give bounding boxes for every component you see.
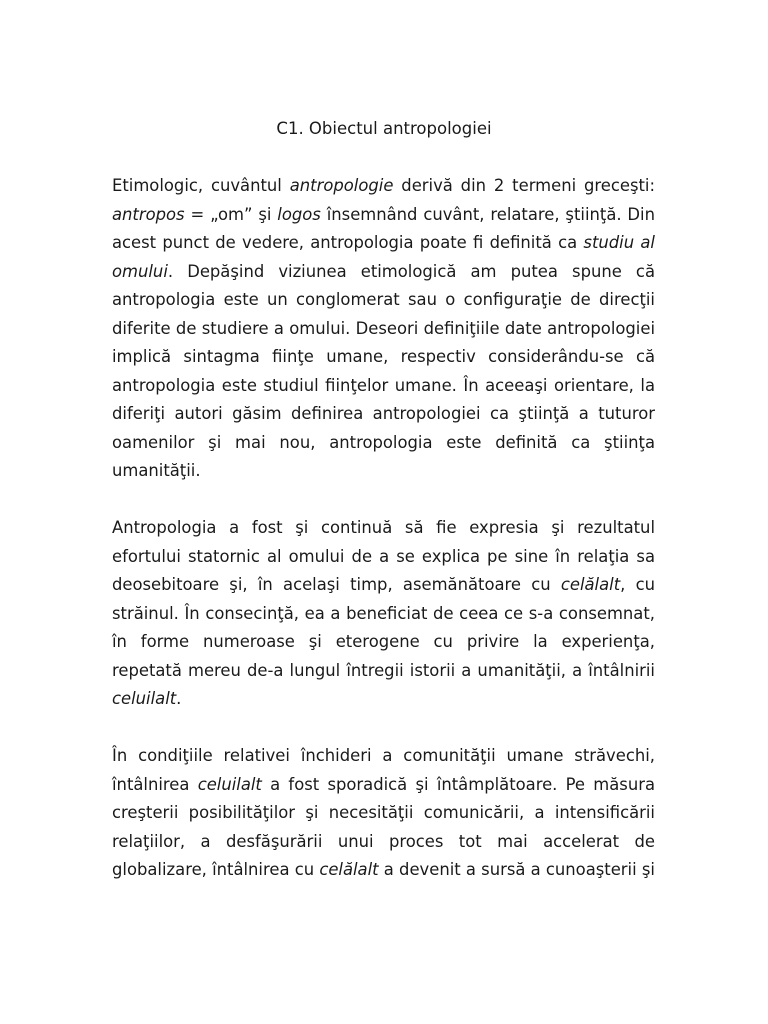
- paragraph-1: [112, 172, 655, 486]
- italic-term: celuilalt: [112, 689, 177, 708]
- text-run: Antropologia a fost şi continuă să fie expresia şi rezultatul efortului statornic al omului de a se explica pe sine în relaţia sa deosebitoare şi, în acelaşi timp, asemănătoare cu: [112, 518, 655, 594]
- italic-term: celuilalt: [197, 774, 262, 794]
- italic-term: logos: [277, 204, 321, 224]
- text-run: însemnând cuvânt, relatare, ştiinţă. Din acest punct de vedere, antropologia poate fi definită ca: [112, 204, 655, 252]
- document-title: C1. Obiectul antropologiei: [276, 119, 492, 138]
- text-run: . Depăşind viziunea etimologică am putea spune că antropologia este un conglomerat sau o configuraţie de direcţii diferite de studiere a omului. Deseori definiţiile date antropologiei implică sintagma fiinţe umane, respectiv considerându-se că antropologia este studiul fiinţelor umane. În aceeaşi orientare, la diferiţi autori găsim definirea antropologiei ca ştiinţă a tuturor oamenilor şi mai nou, antropologia este definită ca ştiinţa umanităţii.: [112, 261, 655, 480]
- text-run: a fost sporadică şi întâmplătoare. Pe măsura creşterii posibilităţilor şi necesităţii comunicării, a intensificării relaţiilor, a desfăşurării unui proces tot mai accelerat de globalizare, întâlnirea cu: [112, 774, 655, 879]
- italic-term: antropos: [112, 204, 185, 224]
- paragraph-3: [112, 742, 655, 885]
- text-run: = „om” şi: [184, 204, 278, 224]
- italic-term: celălalt: [560, 575, 621, 594]
- italic-term: antropologie: [289, 176, 394, 195]
- text-run: .: [176, 689, 182, 708]
- text-run: a devenit a sursă a cunoaşterii şi: [378, 860, 655, 879]
- document-body: [112, 172, 655, 913]
- text-run: derivă din 2 termeni greceşti:: [393, 176, 656, 195]
- text-run: În condiţiile relativei închideri a comunităţii umane străvechi, întâlnirea: [112, 746, 655, 794]
- italic-term: celălalt: [319, 860, 379, 879]
- text-run: , cu străinul. În consecinţă, ea a beneficiat de ceea ce s-a consemnat, în forme numeroase şi eterogene cu privire la experienţa, repetată mereu de-a lungul întregii istorii a umanităţii, a întâlnirii: [112, 575, 655, 680]
- italic-term: studiu al omului: [112, 233, 655, 281]
- text-run: Etimologic, cuvântul: [112, 176, 290, 195]
- paragraph-2: [112, 514, 655, 714]
